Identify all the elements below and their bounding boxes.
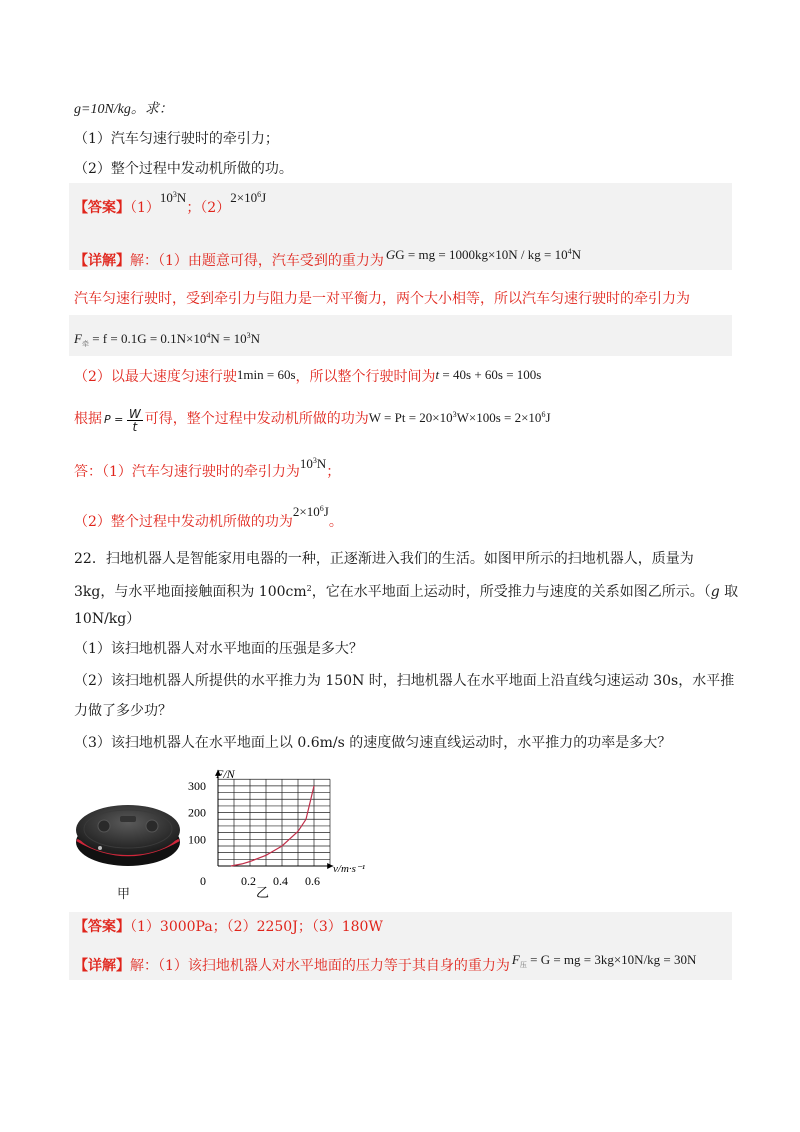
q22-subquestion-3: （3）该扫地机器人在水平地面上以 0.6m/s 的速度做匀速直线运动时，水平推力的功率是多大？ [74,735,672,751]
force-velocity-chart [178,752,366,901]
pressure-force-equation: $F_压 = G$ = mg = 3kg×10N/kg = 30N [511,952,697,969]
q21-part2: （2）以最大速度匀速行驶1min = 60s，所以整个行驶时间为t = 40s + 60s = 100s [74,367,542,385]
gravity-equation: GG = mg = 1000kg×10N / kg = $10^4N$ [385,247,582,262]
q22-stem-line1: 22．扫地机器人是智能家用电器的一种，正逐渐进入我们的生活。如图甲所示的扫地机器人，质量为 [74,551,694,567]
q21-subquestion-1: （1）汽车匀速行驶时的牵引力； [74,131,279,147]
q22-stem-line3: 10N/kg） [74,611,141,627]
q22-subquestion-2b: 力做了多少功？ [74,703,172,719]
q21-final-answer-1: 答：（1）汽车匀速行驶时的牵引力为$10^3N$； [74,456,341,480]
q22-answer: 【答案】（1）3000Pa；（2）2250J；（3）180W [74,919,383,935]
x-tick-label: 0 [200,874,206,888]
y-tick-label: 200 [188,805,206,820]
traction-equation: $F_牵 = f = 0.1G = 0.1N\times 10^4N = 10^3N$ [74,331,261,348]
q21-basis: 根据 P = $\frac{W}{t}$ 可得，整个过程中发动机所做的功为$W = Pt = 20\times 10^3W\times 100s = 2\times 10^6J$ [74,406,551,434]
q22-subquestion-1: （1）该扫地机器人对水平地面的压强是多大？ [74,641,363,657]
figure-label-yi: 乙 [256,886,270,901]
work-equation: $W = Pt = 20\times 10^3W\times 100s = 2\times 10^6J$ [368,410,551,425]
q21-answer: 【答案】$(1)10^3N$；$(2)2\times 10^6J$ [74,190,267,216]
q21-subquestion-2: （2）整个过程中发动机所做的功。 [74,161,293,177]
x-tick-label: 0.6 [305,874,320,888]
y-axis-label: F/N [216,766,235,781]
x-axis-label: v/m·s⁻¹ [333,863,366,875]
q21-detail: 【详解】解：（1）由题意可得，汽车受到的重力为 GG = mg = 1000kg×10N / kg = $10^4N$ [74,247,582,269]
x-tick-label: 0.2 [241,874,256,888]
y-tick-label: 300 [188,778,206,793]
figure-label-jia: 甲 [117,887,131,902]
y-tick-label: 100 [188,832,206,847]
power-formula: P = $\frac{W}{t}$ [104,406,141,434]
robot-vacuum-image [72,800,184,870]
q22-stem-line2: 3kg，与水平地面接触面积为 $100cm^2$，它在水平地面上运动时，所受推力与速度的关系如图乙所示。（g 取 [74,584,739,600]
given-g: g=10N/kg。求： [74,102,173,117]
balance-text: 汽车匀速行驶时，受到牵引力与阻力是一对平衡力，两个大小相等，所以汽车匀速行驶时的牵引力为 [74,291,690,307]
q22-detail: 【详解】解：（1）该扫地机器人对水平地面的压力等于其自身的重力为 $F_压 = G$ = mg = 3kg×10N/kg = 30N [74,952,697,974]
q22-subquestion-2a: （2）该扫地机器人所提供的水平推力为 150N 时，扫地机器人在水平地面上沿直线匀速运动 30s，水平推 [74,673,735,689]
q21-final-answer-2: （2）整个过程中发动机所做的功为$2\times 10^6J$。 [74,504,343,530]
x-tick-label: 0.4 [273,874,288,888]
